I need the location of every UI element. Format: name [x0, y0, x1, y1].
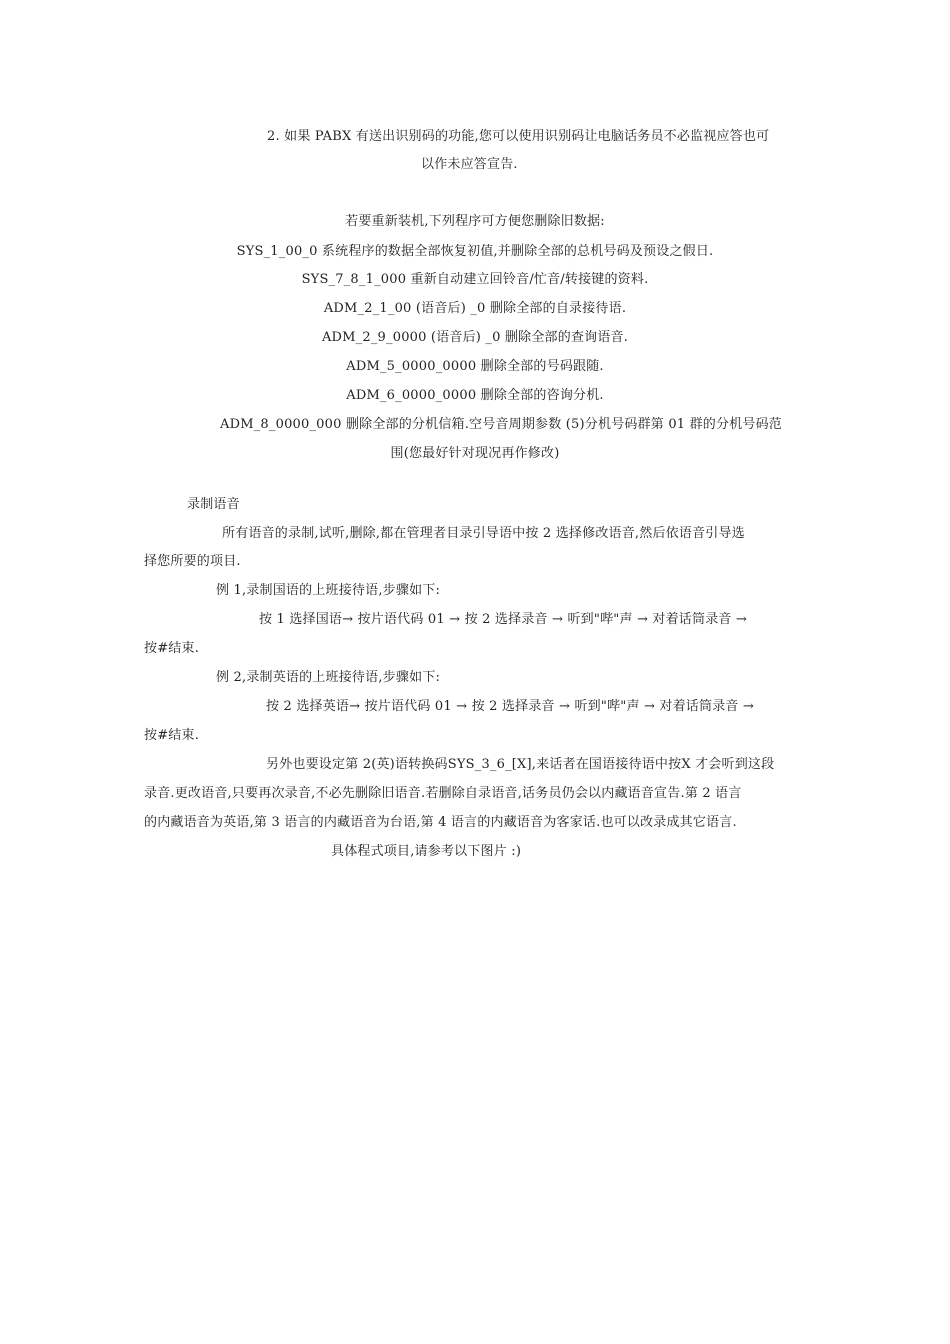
reinstall-step: SYS_7_8_1_000 重新自动建立回铃音/忙音/转接键的资料. [301, 272, 649, 287]
example1-steps: 按 1 选择国语→ 按片语代码 01 → 按 2 选择录音 → 听到"哔"声 → 对着话筒录音 → [259, 612, 748, 627]
example1-end: 按#结束. [144, 641, 200, 656]
closing-note: 具体程式项目,请参考以下图片 :) [331, 844, 522, 859]
para2-line2: 录音.更改语音,只要再次录音,不必先删除旧语音.若删除自录语音,话务员仍会以内藏语音宣告.第 2 语言 [144, 786, 742, 801]
example2-steps: 按 2 选择英语→ 按片语代码 01 → 按 2 选择录音 → 听到"哔"声 → 对着话筒录音 → [266, 699, 755, 714]
reinstall-step: ADM_2_9_0000 (语音后) _0 删除全部的查询语音. [321, 330, 629, 345]
reinstall-step: ADM_8_0000_000 删除全部的分机信箱.空号音周期参数 (5)分机号码群第 01 群的分机号码范 [220, 417, 783, 432]
reinstall-step: SYS_1_00_0 系统程序的数据全部恢复初值,并删除全部的总机号码及预设之假日. [236, 244, 714, 259]
para1-line2: 择您所要的项目. [144, 554, 241, 569]
para2-line3: 的内藏语音为英语,第 3 语言的内藏语音为台语,第 4 语言的内藏语音为客家话.也可以改录成其它语言. [144, 815, 737, 830]
para1-line1: 所有语音的录制,试听,删除,都在管理者目录引导语中按 2 选择修改语音,然后依语音引导选 [222, 526, 745, 541]
example2-title: 例 2,录制英语的上班接待语,步骤如下: [216, 670, 441, 685]
reinstall-step: ADM_2_1_00 (语音后) _0 删除全部的自录接待语. [323, 301, 627, 316]
section-heading: 录制语音 [187, 497, 240, 512]
para2-line1: 另外也要设定第 2(英)语转换码SYS_3_6_[X],来话者在国语接待语中按X 才会听到这段 [266, 757, 775, 772]
example2-end: 按#结束. [144, 728, 200, 743]
reinstall-step: ADM_6_0000_0000 删除全部的咨询分机. [346, 388, 604, 403]
reinstall-step: ADM_5_0000_0000 删除全部的号码跟随. [346, 359, 604, 374]
reinstall-lead: 若要重新装机,下列程序可方便您删除旧数据: [345, 214, 605, 229]
item2-line2: 以作未应答宣告. [421, 157, 518, 172]
item2-line1: 2. 如果 PABX 有送出识别码的功能,您可以使用识别码让电脑话务员不必监视应答也可 [267, 129, 770, 144]
example1-title: 例 1,录制国语的上班接待语,步骤如下: [216, 583, 441, 598]
reinstall-step: 围(您最好针对现况再作修改) [390, 446, 560, 461]
